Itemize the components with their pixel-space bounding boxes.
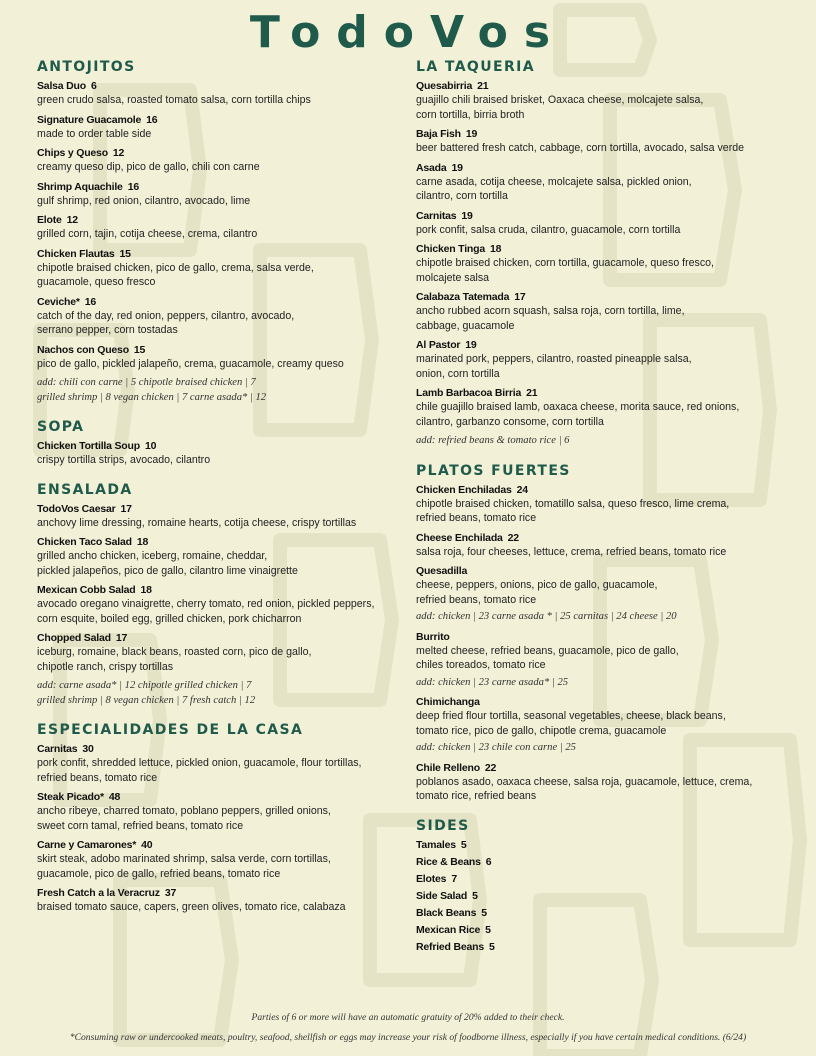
menu-item-name: Elotes [416,872,447,885]
menu-item-price: 48 [108,791,121,803]
add-on-note: add: chicken | 23 carne asada* | 25 [416,676,569,688]
menu-item-description: creamy queso dip, pico de gallo, chili con carne [37,161,260,173]
menu-item-price: 10 [144,440,157,452]
menu-item-price: 30 [82,743,94,755]
menu-item-header [37,583,409,597]
menu-item-header [37,631,409,645]
menu-item [416,923,788,937]
menu-item-description: braised tomato sauce, capers, green olives, tomato rice, calabaza [37,901,346,913]
menu-item-name: Al Pastor [416,339,461,351]
menu-item-header [416,290,788,304]
menu-item-price: 22 [484,761,497,774]
menu-item-description: chipotle braised chicken, corn tortilla, guacamole, queso fresco, molcajete salsa [416,257,714,284]
menu-item [416,855,788,869]
menu-item [416,483,788,526]
menu-item [37,502,409,531]
menu-item-name: Cheese Enchilada [416,531,503,544]
menu-item-description: catch of the day, red onion, peppers, cilantro, avocado, serrano pepper, corn tostadas [37,309,295,336]
menu-item [416,889,788,903]
menu-item-name: Side Salad [416,889,468,902]
menu-item-description: poblanos asado, oaxaca cheese, salsa roja, guacamole, lettuce, crema, tomato rice, refried beans [416,775,753,802]
menu-item [37,247,409,290]
menu-item-description: ancho ribeye, charred tomato, poblano peppers, grilled onions, sweet corn tamal, refried beans, tomato rice [37,805,331,832]
menu-section [416,461,788,804]
menu-item-price: 18 [140,584,152,596]
menu-item-name: Tamales [416,838,456,851]
menu-item-name: Chips y Queso [37,147,108,159]
menu-item-price: 5 [485,923,491,936]
menu-item-price: 40 [141,839,153,851]
menu-item-header [37,838,409,852]
add-on-note: add: refried beans & tomato rice | 6 [416,435,570,446]
menu-item-name: Salsa Duo [37,80,86,92]
menu-item-price: 24 [516,483,528,496]
menu-item-name: Lamb Barbacoa Birria [416,387,522,399]
menu-item-description: chipotle braised chicken, pico de gallo, crema, salsa verde, guacamole, queso fresco [37,261,314,288]
menu-item [37,79,409,108]
menu-item-price: 17 [115,632,128,644]
menu-item-header [37,886,409,900]
menu-item-description: cheese, peppers, onions, pico de gallo, guacamole, refried beans, tomato rice [416,579,658,606]
menu-item [416,564,788,625]
menu-item-name: Carnitas [37,743,78,755]
menu-item-header [37,213,409,227]
menu-item-header [416,564,788,578]
menu-item [416,761,788,804]
menu-item-description: anchovy lime dressing, romaine hearts, cotija cheese, crispy tortillas [37,516,357,529]
menu-item-description: pork confit, salsa cruda, cilantro, guacamole, corn tortilla [416,223,681,236]
menu-item-header [416,161,788,175]
menu-item-header [37,343,409,357]
menu-item-name: Quesadilla [416,565,468,577]
menu-item-description: crispy tortilla strips, avocado, cilantro [37,454,211,466]
menu-item-name: Chicken Flautas [37,247,115,260]
menu-item-name: Steak Picado* [37,791,104,803]
menu-item-header [416,906,788,920]
menu-item [37,631,409,674]
menu-item [37,180,409,209]
left-column [37,57,409,920]
menu-item-header [37,113,409,127]
menu-item-name: Refried Beans [416,940,485,953]
menu-item [37,886,409,915]
menu-item-name: Burrito [416,630,450,643]
menu-item-description: beer battered fresh catch, cabbage, corn tortilla, avocado, salsa verde [416,142,745,154]
menu-item-description: marinated pork, peppers, cilantro, roasted pineapple salsa, onion, corn tortilla [416,353,692,380]
menu-item-header [416,838,788,852]
menu-item-header [416,483,788,497]
menu-item-price: 6 [90,80,97,92]
menu-item [416,161,788,204]
add-on-note: add: carne asada* | 12 chipotle grilled chicken | 7 grilled shrimp | 8 vegan chicken | 7 fresh catch | 12 [37,680,256,706]
menu-item-price: 19 [451,161,463,174]
menu-item-price: 12 [112,147,125,159]
menu-item-name: Calabaza Tatemada [416,291,510,303]
menu-item-name: Carnitas [416,209,457,222]
menu-item-name: Baja Fish [416,128,461,140]
menu-item-price: 7 [451,872,457,885]
menu-item-header [416,338,788,352]
right-column [416,57,788,957]
menu-item-header [416,127,788,141]
menu-item-name: Chopped Salad [37,632,111,644]
menu-item-header [416,889,788,903]
menu-item-name: Asada [416,161,447,174]
brand-title: TodoVos [249,7,567,58]
menu-item-header [416,855,788,869]
menu-item-name: Ceviche* [37,295,80,308]
menu-item-name: Chicken Tortilla Soup [37,440,140,452]
menu-item [37,146,409,175]
menu-item-price: 16 [146,113,158,126]
menu-item-price: 21 [477,80,489,92]
menu-item-header [37,180,409,194]
menu-item-name: Mexican Cobb Salad [37,584,136,596]
gratuity-notice: Parties of 6 or more will have an automatic gratuity of 20% added to their check. [251,1012,565,1023]
menu-item-header [37,79,409,93]
menu-item-description: iceburg, romaine, black beans, roasted corn, pico de gallo, chipotle ranch, crispy tortillas [37,646,312,673]
menu-item [416,127,788,156]
menu-item-description: carne asada, cotija cheese, molcajete salsa, pickled onion, cilantro, corn tortilla [416,175,692,202]
menu-item-header [37,247,409,261]
menu-item-name: Mexican Rice [416,923,481,936]
menu-item-price: 16 [127,180,139,193]
add-on-note: add: chicken | 23 chile con carne | 25 [416,742,576,753]
menu-item-price: 5 [460,838,467,851]
menu-item-header [416,761,788,775]
menu-item-header [416,79,788,93]
menu-item-price: 19 [465,128,478,140]
menu-item-header [416,242,788,256]
menu-section [37,57,409,405]
section-title: SOPA [37,419,85,435]
section-title: SIDES [416,817,470,834]
menu-item-price: 6 [485,855,492,868]
add-on-note: add: chicken | 23 carne asada * | 25 carnitas | 24 cheese | 20 [416,611,677,622]
menu-item-header [416,531,788,545]
menu-item-name: Signature Guacamole [37,113,142,126]
menu-item-name: Quesabirria [416,80,473,92]
menu-item-price: 21 [526,387,538,399]
menu-item-header [416,695,788,709]
menu-item-price: 12 [66,214,78,226]
menu-item [416,79,788,122]
menu-item-name: Fresh Catch a la Veracruz [37,887,160,899]
menu-item-name: Nachos con Queso [37,343,129,356]
menu-item [37,838,409,881]
menu-item [37,213,409,242]
menu-item [416,209,788,238]
menu-item [416,838,788,852]
menu-item-header [416,209,788,223]
menu-item-name: TodoVos Caesar [37,502,116,515]
menu-item-name: Chimichanga [416,696,480,708]
section-title: LA TAQUERIA [416,59,535,75]
menu-item-price: 19 [465,339,477,351]
add-on-note: add: chili con carne | 5 chipotle braised chicken | 7 grilled shrimp | 8 vegan chicken | 7 carne asada* | 12 [37,377,267,403]
menu-item-header [416,630,788,644]
menu-item-header [416,872,788,886]
menu-item [37,113,409,142]
menu-item [416,940,788,954]
menu-item [37,439,409,468]
menu-item-description: pico de gallo, pickled jalapeño, crema, guacamole, creamy queso [37,357,344,370]
menu-item [37,343,409,372]
menu-item-price: 37 [164,887,177,899]
menu-item-header [37,439,409,453]
menu-item [416,242,788,285]
menu-item-header [416,923,788,937]
menu-item [37,583,409,626]
menu-item-price: 15 [119,247,131,260]
menu-item-description: made to order table side [37,127,152,140]
menu-item-name: Chicken Taco Salad [37,536,132,548]
menu-item-description: guajillo chili braised brisket, Oaxaca cheese, molcajete salsa, corn tortilla, birria broth [416,94,704,121]
menu-item-header [37,295,409,309]
menu-item-price: 18 [489,243,502,255]
menu-item-price: 5 [472,889,478,902]
section-title: ENSALADA [37,481,133,498]
menu-item-header [37,535,409,549]
menu-item [37,535,409,578]
menu-item-price: 18 [136,536,149,548]
menu-item-header [416,386,788,400]
menu-section [37,720,409,915]
menu-item [416,338,788,381]
menu-item-name: Shrimp Aquachile [37,180,123,193]
menu-item-description: green crudo salsa, roasted tomato salsa, corn tortilla chips [37,94,311,106]
menu-item-description: gulf shrimp, red onion, cilantro, avocado, lime [37,194,251,207]
menu-item-name: Chile Relleno [416,761,480,774]
menu-item-description: chipotle braised chicken, tomatillo salsa, queso fresco, lime crema, refried beans, tomato rice [416,497,730,524]
menu-item-header [37,742,409,756]
menu-item [416,872,788,886]
menu-item-description: melted cheese, refried beans, guacamole, pico de gallo, chiles toreados, tomato rice [416,644,679,671]
menu-item-name: Elote [37,214,62,226]
menu-item [37,790,409,833]
menu-item [416,906,788,920]
menu-item [416,630,788,691]
menu-item-price: 17 [120,502,132,515]
menu-item-name: Carne y Camarones* [37,839,137,851]
section-title: ESPECIALIDADES DE LA CASA [37,722,304,738]
menu-item-name: Black Beans [416,906,477,919]
menu-item-description: grilled ancho chicken, iceberg, romaine, cheddar, pickled jalapeños, pico de gallo, cilantro lime vinaigrette [37,550,298,577]
menu-item-name: Rice & Beans [416,855,481,868]
food-safety-warning: *Consuming raw or undercooked meats, poultry, seafood, shellfish or eggs may increase your risk of foodborne illness, especially if you have certain medical conditions. (6/24) [69,1032,747,1043]
menu-item-description: skirt steak, adobo marinated shrimp, salsa verde, corn tortillas, guacamole, pico de gallo, refried beans, tomato rice [37,853,331,880]
menu-item-price: 19 [461,209,473,222]
menu-item [416,531,788,560]
menu-item-header [416,940,788,954]
section-title: ANTOJITOS [37,59,136,75]
menu-item-price: 5 [481,906,487,919]
menu-section [416,57,788,449]
menu-item-description: grilled corn, tajin, cotija cheese, crema, cilantro [37,228,258,240]
menu-item-name: Chicken Enchiladas [416,483,512,496]
menu-item-price: 16 [84,295,97,308]
menu-item-description: chile guajillo braised lamb, oaxaca cheese, morita sauce, red onions, cilantro, garbanzo consome, corn tortilla [416,401,740,428]
menu-item-price: 22 [507,531,519,544]
menu-item-header [37,146,409,160]
menu-item-price: 5 [489,940,495,953]
menu-item-header [37,790,409,804]
menu-item-description: avocado oregano vinaigrette, cherry tomato, red onion, pickled peppers, corn esquite, boiled egg, grilled chicken, pork chicharron [37,598,375,625]
menu-section [416,816,788,954]
menu-item [37,742,409,785]
menu-item-description: deep fried flour tortilla, seasonal vegetables, cheese, black beans, tomato rice, pico de gallo, chipotle crema, guacamole [416,710,726,737]
menu-item [416,386,788,429]
menu-item-name: Chicken Tinga [416,243,485,255]
menu-item [416,290,788,333]
menu-item-price: 15 [133,343,146,356]
menu-item-header [37,502,409,516]
menu-section [37,417,409,468]
menu-item [416,695,788,756]
menu-section [37,480,409,709]
menu-item-price: 17 [514,291,526,303]
section-title: PLATOS FUERTES [416,462,571,479]
menu-item [37,295,409,338]
menu-item-description: ancho rubbed acorn squash, salsa roja, corn tortilla, lime, cabbage, guacamole [416,305,685,332]
menu-item-description: pork confit, shredded lettuce, pickled onion, guacamole, flour tortillas, refried beans, tomato rice [37,757,362,784]
menu-item-description: salsa roja, four cheeses, lettuce, crema, refried beans, tomato rice [416,545,727,558]
